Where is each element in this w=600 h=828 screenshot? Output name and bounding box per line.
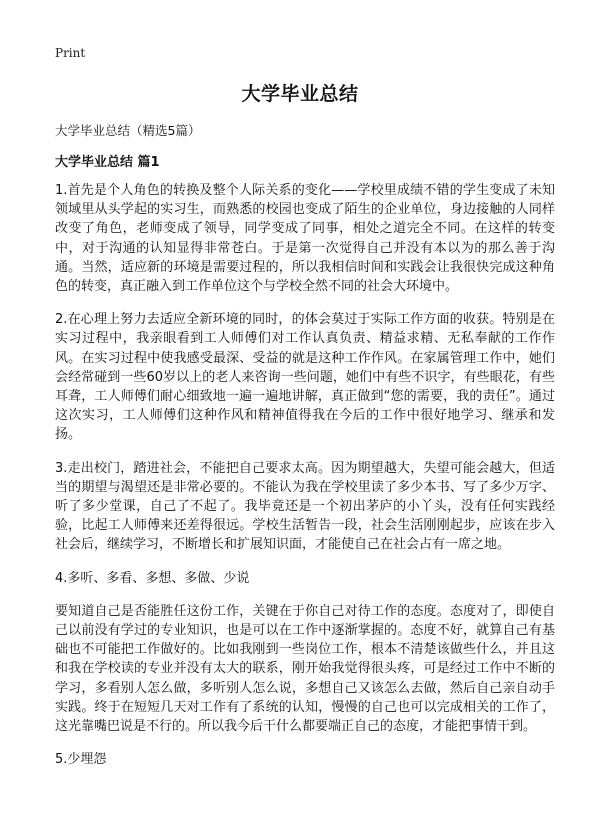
- page-title: 大学毕业总结: [241, 83, 359, 105]
- paragraph-4-heading: 4.多听、多看、多想、多做、少说: [55, 570, 250, 586]
- paragraph-2: 2.在心理上努力去适应全新环境的同时，的体会莫过于实际工作方面的收获。特别是在实习过程中，我亲眼看到工人师傅们对工作认真负责、精益求精、无私奉献的工作作风。在实习过程中使我感受最深、受益的就是这种工作作风。在家属管理工作中，她们会经常碰到一些60岁以上的老人来咨询一些问题，她们中有些不识字，有些眼花，有些耳聋，工人师傅们耐心细致地一遍一遍地讲解，真正做到“您的需要，我的责任”。通过这次实习，工人师傅们这种作风和精神值得我在今后的工作中很好地学习、继承和发扬。: [55, 312, 555, 443]
- document-subtitle: 大学毕业总结（精选5篇）: [55, 123, 201, 138]
- paragraph-1: 1.首先是个人角色的转换及整个人际关系的变化——学校里成绩不错的学生变成了未知领域里从头学起的实习生，而熟悉的校园也变成了陌生的企业单位，身边接触的人同样改变了角色，老师变成了领导，同学变成了同事，相处之道完全不同。在这样的转变中，对于沟通的认知显得非常苍白。于是第一次觉得自己并没有本以为的那么善于沟通。当然，适应新的环境是需要过程的，所以我相信时间和实践会让我很快完成这种角色的转变，真正融入到工作单位这个与学校全然不同的社会大环境中。: [55, 183, 555, 295]
- paragraph-3: 3.走出校门，踏进社会，不能把自己要求太高。因为期望越大，失望可能会越大，但适当的期望与渴望还是非常必要的。不能认为我在学校里读了多少本书、写了多少万字、听了多少堂课，自己了不起了。我毕竟还是一个初出茅庐的小丫头，没有任何实践经验，比起工人师傅来还差得很远。学校生活暂告一段，社会生活刚刚起步，应该在步入社会后，继续学习，不断增长和扩展知识面，才能使自己在社会占有一席之地。: [55, 460, 555, 553]
- section-heading: 大学毕业总结 篇1: [55, 155, 160, 170]
- article-body: [55, 181, 555, 783]
- print-link[interactable]: Print: [55, 46, 86, 60]
- paragraph-5-heading: 5.少埋怨: [55, 752, 107, 768]
- paragraph-4-body: 要知道自己是否能胜任这份工作，关键在于你自己对待工作的态度。态度对了，即使自己以前没有学过的专业知识，也是可以在工作中逐渐掌握的。态度不好，就算自己有基础也不可能把工作做好的。比如我刚到一些岗位工作，根本不清楚该做些什么，并且这和我在学校读的专业并没有太大的联系，刚开始我觉得很头疼，可是经过工作中不断的学习，多看别人怎么做，多听别人怎么说，多想自己又该怎么去做，然后自己亲自动手实践。终于在短短几天对工作有了系统的认知，慢慢的自己也可以完成相关的工作了，这光靠嘴巴说是不行的。所以我今后干什么都要端正自己的态度，才能把事情干到。: [55, 603, 555, 735]
